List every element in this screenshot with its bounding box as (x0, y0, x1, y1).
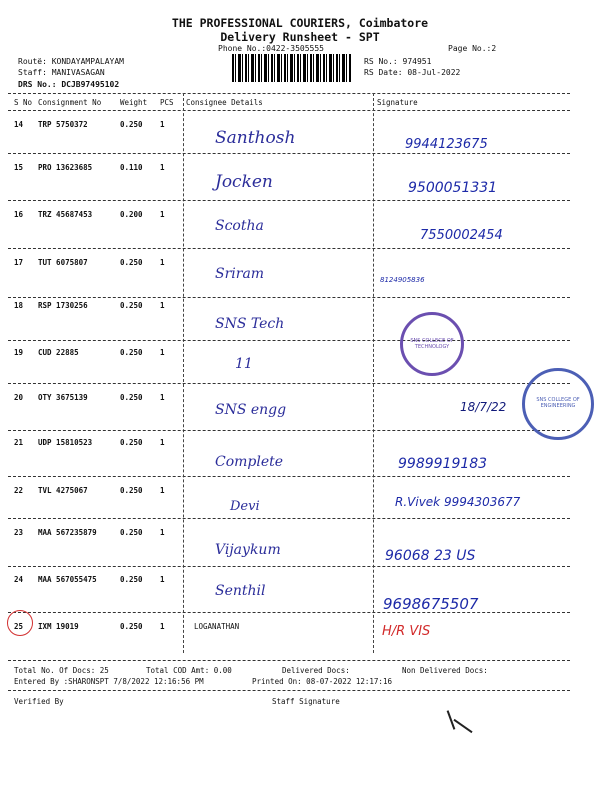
row-divider (8, 612, 570, 613)
col-header-sno: S No (14, 98, 33, 107)
handwritten-signature: 9698675507 (383, 595, 479, 613)
staff-label: Staff: MANIVASAGAN (18, 68, 105, 77)
row-sno: 18 (14, 301, 24, 310)
row-weight: 0.250 (120, 528, 143, 537)
row-weight: 0.250 (120, 393, 143, 402)
row-sno: 24 (14, 575, 24, 584)
entered-by: Entered By :SHARONSPT 7/8/2022 12:16:56 PM (14, 677, 204, 686)
row-consignment: TRP 5750372 (38, 120, 88, 129)
row-weight: 0.250 (120, 301, 143, 310)
handwritten-signature: 96068 23 US (385, 548, 476, 564)
handwritten-signature: 9944123675 (405, 137, 488, 152)
row-divider (8, 297, 570, 298)
row-sno: 21 (14, 438, 24, 447)
row-pcs: 1 (160, 348, 165, 357)
non-delivered-docs: Non Delivered Docs: (402, 666, 488, 675)
company-title: THE PROFESSIONAL COURIERS, Coimbatore (171, 16, 429, 30)
row-consignment: MAA 567235879 (38, 528, 97, 537)
handwritten-consignee: Vijaykum (215, 542, 281, 558)
row-pcs: 1 (160, 438, 165, 447)
row-weight: 0.250 (120, 438, 143, 447)
row-pcs: 1 (160, 486, 165, 495)
verified-by: Verified By (14, 697, 64, 706)
row-consignment: MAA 567055475 (38, 575, 97, 584)
stamp-text: SNS COLLEGE OF TECHNOLOGY (410, 338, 454, 350)
total-docs: Total No. Of Docs: 25 (14, 666, 109, 675)
row-sno: 16 (14, 210, 24, 219)
handwritten-consignee: Devi (230, 499, 260, 514)
row-weight: 0.200 (120, 210, 143, 219)
col-header-signature: Signature (377, 98, 418, 107)
row-divider (8, 518, 570, 519)
total-cod: Total COD Amt: 0.00 (146, 666, 232, 675)
row-consignment: CUD 22885 (38, 348, 79, 357)
row-pcs: 1 (160, 528, 165, 537)
row-weight: 0.250 (120, 575, 143, 584)
stamp-text: SNS COLLEGE OF ENGINEERING (536, 397, 580, 409)
rs-date: RS Date: 08-Jul-2022 (364, 68, 461, 77)
row-pcs: 1 (160, 575, 165, 584)
handwritten-consignee: Complete (215, 454, 284, 470)
handwritten-consignee: Scotha (215, 218, 264, 234)
pen-stroke (453, 719, 472, 733)
row-weight: 0.250 (120, 348, 143, 357)
row-pcs: 1 (160, 163, 165, 172)
row-divider (8, 430, 570, 431)
row-sno: 25 (14, 622, 24, 631)
handwritten-signature: H/R VIS (382, 624, 431, 639)
row-sno: 19 (14, 348, 24, 357)
row-sno: 23 (14, 528, 24, 537)
staff-signature-label: Staff Signature (272, 697, 340, 706)
col-header-consignee: Consignee Details (186, 98, 263, 107)
col-header-weight: Weight (120, 98, 148, 107)
phone-number: Phone No.:0422-3505555 (218, 44, 324, 53)
route-label: Routë: KONDAYAMPALAYAM (18, 57, 124, 66)
row-consignment: IXM 19019 (38, 622, 79, 631)
row-pcs: 1 (160, 301, 165, 310)
page-number: Page No.:2 (448, 44, 497, 53)
row-consignee: LOGANATHAN (194, 622, 240, 631)
row-sno: 20 (14, 393, 24, 402)
handwritten-consignee: Jocken (215, 172, 273, 192)
row-pcs: 1 (160, 120, 165, 129)
handwritten-signature: 7550002454 (420, 228, 503, 243)
row-pcs: 1 (160, 622, 165, 631)
row-consignment: TVL 4275067 (38, 486, 88, 495)
row-divider (8, 153, 570, 154)
handwritten-consignee: 11 (235, 356, 253, 372)
handwritten-consignee: Santhosh (215, 128, 296, 148)
row-weight: 0.250 (120, 622, 143, 631)
handwritten-consignee: Sriram (215, 266, 265, 282)
handwritten-signature: R.Vivek 9994303677 (395, 495, 521, 509)
row-weight: 0.250 (120, 258, 143, 267)
row-consignment: TRZ 45687453 (38, 210, 93, 219)
handwritten-signature: 8124905836 (380, 276, 425, 284)
row-sno: 22 (14, 486, 24, 495)
row-divider (8, 248, 570, 249)
handwritten-consignee: SNS engg (215, 402, 287, 418)
row-pcs: 1 (160, 393, 165, 402)
barcode-image (232, 54, 352, 82)
signature-column-divider (373, 93, 374, 653)
row-divider (8, 200, 570, 201)
college-stamp (522, 368, 594, 440)
handwritten-signature: 9989919183 (398, 456, 488, 472)
row-sno: 15 (14, 163, 24, 172)
col-header-pcs: PCS (160, 98, 174, 107)
row-pcs: 1 (160, 258, 165, 267)
table-top-rule (8, 93, 570, 94)
handwritten-signature: 18/7/22 (460, 400, 507, 414)
row-weight: 0.110 (120, 163, 143, 172)
row-sno: 17 (14, 258, 24, 267)
row-consignment: OTY 3675139 (38, 393, 88, 402)
consignee-column-divider (183, 93, 184, 653)
col-header-consignment: Consignment No (38, 98, 102, 107)
row-consignment: PRO 13623685 (38, 163, 93, 172)
row-divider (8, 476, 570, 477)
footer-top-rule (8, 660, 570, 661)
sheet-title: Delivery Runsheet - SPT (220, 30, 380, 44)
row-divider (8, 340, 570, 341)
row-weight: 0.250 (120, 120, 143, 129)
row-consignment: TUT 6075807 (38, 258, 88, 267)
rs-number: RS No.: 974951 (364, 57, 432, 66)
row-consignment: RSP 1730256 (38, 301, 88, 310)
college-stamp (400, 312, 464, 376)
handwritten-signature: 9500051331 (408, 180, 498, 196)
row-divider (8, 566, 570, 567)
handwritten-consignee: Senthil (215, 583, 266, 599)
row-consignment: UDP 15810523 (38, 438, 93, 447)
row-pcs: 1 (160, 210, 165, 219)
row-sno: 14 (14, 120, 24, 129)
table-header-rule (8, 110, 570, 111)
footer-rule (8, 690, 570, 691)
drs-number: DRS No.: DCJB97495102 (18, 80, 120, 89)
delivered-docs: Delivered Docs: (282, 666, 350, 675)
printed-on: Printed On: 08-07-2022 12:17:16 (252, 677, 392, 686)
row-weight: 0.250 (120, 486, 143, 495)
handwritten-consignee: SNS Tech (215, 316, 285, 332)
row-divider (8, 383, 570, 384)
